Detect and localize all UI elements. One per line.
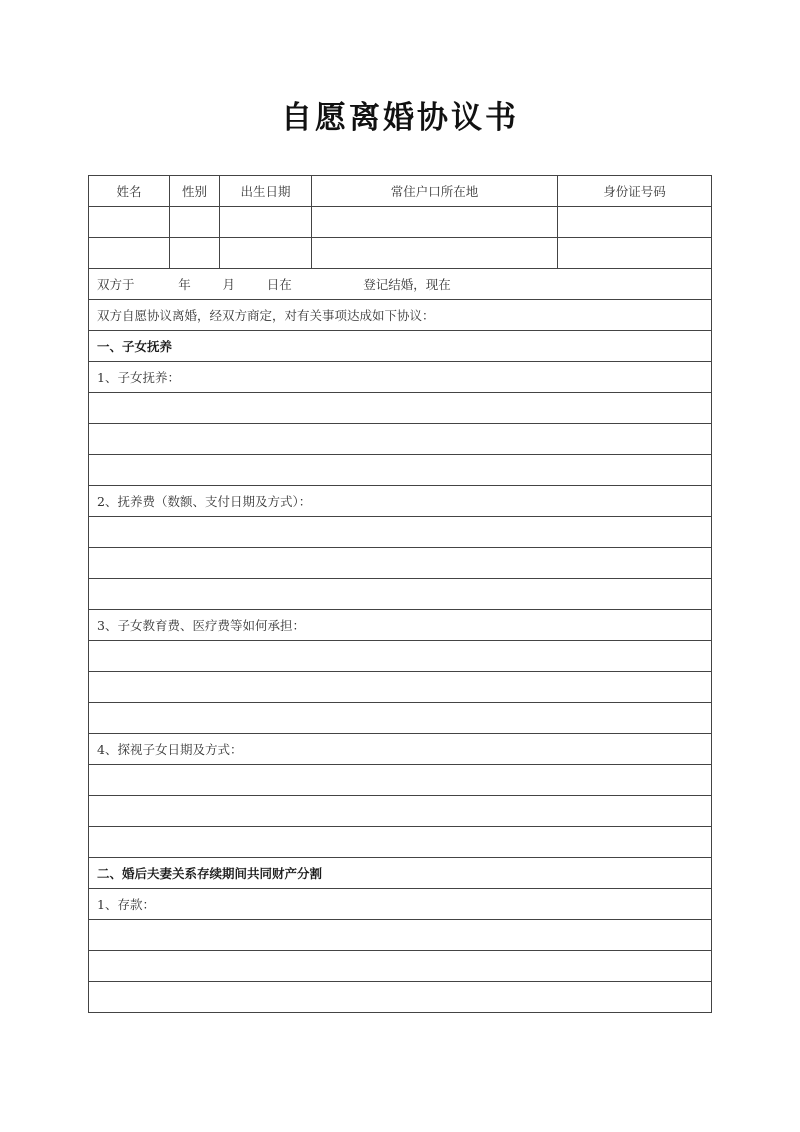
party1-birthdate-field[interactable]	[220, 207, 312, 237]
child-support-blank-line[interactable]	[89, 579, 712, 610]
section2-heading-row	[89, 858, 712, 889]
agreement-form	[88, 175, 712, 1013]
savings-blank-line[interactable]	[89, 982, 712, 1013]
child-custody-blank-line[interactable]	[89, 455, 712, 486]
header-id-number: 身份证号码	[603, 184, 666, 199]
item-child-custody-row	[89, 362, 712, 393]
party2-residence-field[interactable]	[312, 238, 558, 268]
child-custody-blank-line[interactable]	[89, 424, 712, 455]
child-support-blank-line[interactable]	[89, 548, 712, 579]
agreement-statement-text: 双方自愿协议离婚，经双方商定，对有关事项达成如下协议：	[97, 308, 435, 323]
section1-heading: 一、子女抚养	[97, 339, 173, 354]
party2-birthdate-field[interactable]	[220, 238, 312, 268]
party1-gender-field[interactable]	[170, 207, 220, 237]
visitation-blank-line[interactable]	[89, 796, 712, 827]
info-header-row	[89, 176, 712, 207]
header-gender: 性别	[170, 176, 220, 206]
party2-name-field[interactable]	[89, 238, 170, 268]
visitation-blank-line[interactable]	[89, 765, 712, 796]
child-custody-blank-line[interactable]	[89, 393, 712, 424]
marriage-registration-text: 双方于 年 月 日在 登记结婚，现在	[97, 277, 451, 292]
child-support-blank-line[interactable]	[89, 517, 712, 548]
education-medical-blank-line[interactable]	[89, 703, 712, 734]
item-education-medical-label: 3、子女教育费、医疗费等如何承担：	[97, 618, 305, 633]
item-child-support-row	[89, 486, 712, 517]
header-residence: 常住户口所在地	[312, 176, 558, 206]
header-birthdate: 出生日期	[220, 176, 312, 206]
section1-heading-row	[89, 331, 712, 362]
document-title: 自愿离婚协议书	[281, 100, 519, 136]
item-visitation-row	[89, 734, 712, 765]
party2-gender-field[interactable]	[170, 238, 220, 268]
item-visitation-label: 4、探视子女日期及方式：	[97, 742, 243, 757]
party1-name-field[interactable]	[89, 207, 170, 237]
visitation-blank-line[interactable]	[89, 827, 712, 858]
savings-blank-line[interactable]	[89, 920, 712, 951]
section2-heading: 二、婚后夫妻关系存续期间共同财产分割	[97, 866, 323, 881]
agreement-statement-row	[89, 300, 712, 331]
item-education-medical-row	[89, 610, 712, 641]
party-row-2	[89, 238, 712, 269]
education-medical-blank-line[interactable]	[89, 641, 712, 672]
savings-blank-line[interactable]	[89, 951, 712, 982]
item-child-custody-label: 1、子女抚养：	[97, 370, 180, 385]
item-child-support-label: 2、抚养费（数额、支付日期及方式）：	[97, 494, 312, 509]
party2-id-field[interactable]	[558, 238, 711, 268]
party1-id-field[interactable]	[558, 207, 711, 237]
party1-residence-field[interactable]	[312, 207, 558, 237]
item-savings-row	[89, 889, 712, 920]
education-medical-blank-line[interactable]	[89, 672, 712, 703]
party-row-1	[89, 207, 712, 238]
item-savings-label: 1、存款：	[97, 897, 155, 912]
header-name: 姓名	[89, 176, 170, 206]
marriage-registration-row	[89, 269, 712, 300]
